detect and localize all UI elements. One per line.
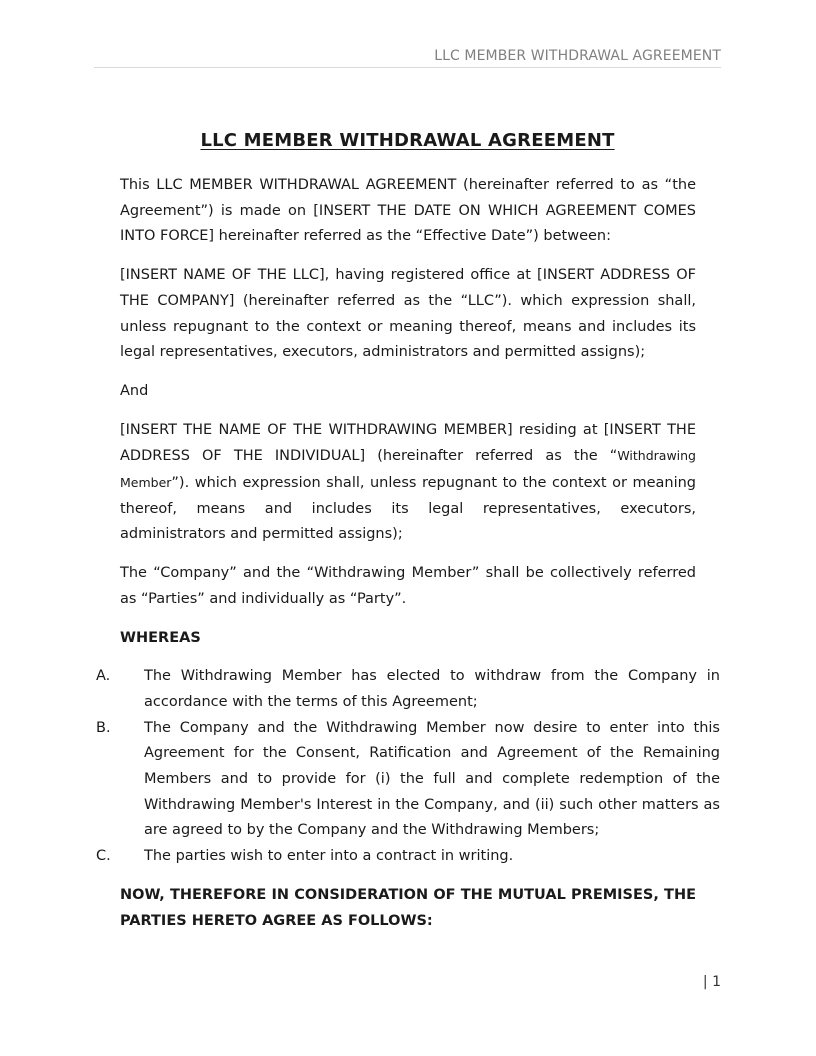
page-header	[94, 47, 721, 68]
recital-item	[96, 716, 720, 845]
recitals-list	[96, 664, 720, 870]
intro-paragraph: This LLC MEMBER WITHDRAWAL AGREEMENT (hereinafter referred to as “the Agreement”) is made on [INSERT THE DATE ON WHICH AGREEMENT COMES INTO FORCE] hereinafter referred as the “Effective Date”) between:	[120, 177, 696, 245]
page-number: | 1	[702, 974, 721, 990]
collective-paragraph: The “Company” and the “Withdrawing Member” shall be collectively referred as “Parties” and individually as “Party”.	[120, 565, 696, 607]
recital-letter: B.	[96, 719, 111, 736]
now-therefore-clause: NOW, THEREFORE IN CONSIDERATION OF THE MUTUAL PREMISES, THE PARTIES HERETO AGREE AS FOLLOWS:	[120, 886, 696, 929]
party-member-text-end: ”). which expression shall, unless repugnant to the context or meaning thereof, means and includes its legal representatives, executors, administrators and permitted assigns);	[120, 475, 696, 543]
recital-item	[96, 664, 720, 715]
party-member-defined-term: Withdrawing Member	[120, 448, 696, 491]
whereas-heading: WHEREAS	[120, 629, 201, 646]
document-body	[96, 173, 720, 934]
running-header-title: LLC MEMBER WITHDRAWAL AGREEMENT	[434, 48, 721, 64]
recital-text: The Withdrawing Member has elected to withdraw from the Company in accordance with the terms of this Agreement;	[144, 668, 720, 710]
document-title: LLC MEMBER WITHDRAWAL AGREEMENT	[200, 130, 615, 151]
recital-item	[96, 844, 720, 870]
and-paragraph: And	[120, 382, 149, 399]
party-member-text-start: [INSERT THE NAME OF THE WITHDRAWING MEMBER] residing at [INSERT THE ADDRESS OF THE INDIVIDUAL] (hereinafter referred as the “	[120, 421, 696, 465]
recital-text: The Company and the Withdrawing Member now desire to enter into this Agreement for the Consent, Ratification and Agreement of the Remaining Members and to provide for (i) the full and complete redemption of the Withdrawing Member's Interest in the Company, and (ii) such other matters as are agreed to by the Company and the Withdrawing Members;	[144, 719, 720, 839]
recital-letter: A.	[96, 668, 111, 685]
party-member-paragraph	[120, 418, 696, 549]
party-llc-paragraph: [INSERT NAME OF THE LLC], having registered office at [INSERT ADDRESS OF THE COMPANY] (hereinafter referred as the “LLC”). which expression shall, unless repugnant to the context or meaning thereof, means and includes its legal representatives, executors, administrators and permitted assigns);	[120, 267, 696, 361]
recital-letter: C.	[96, 848, 111, 865]
recital-text: The parties wish to enter into a contract in writing.	[144, 848, 514, 865]
